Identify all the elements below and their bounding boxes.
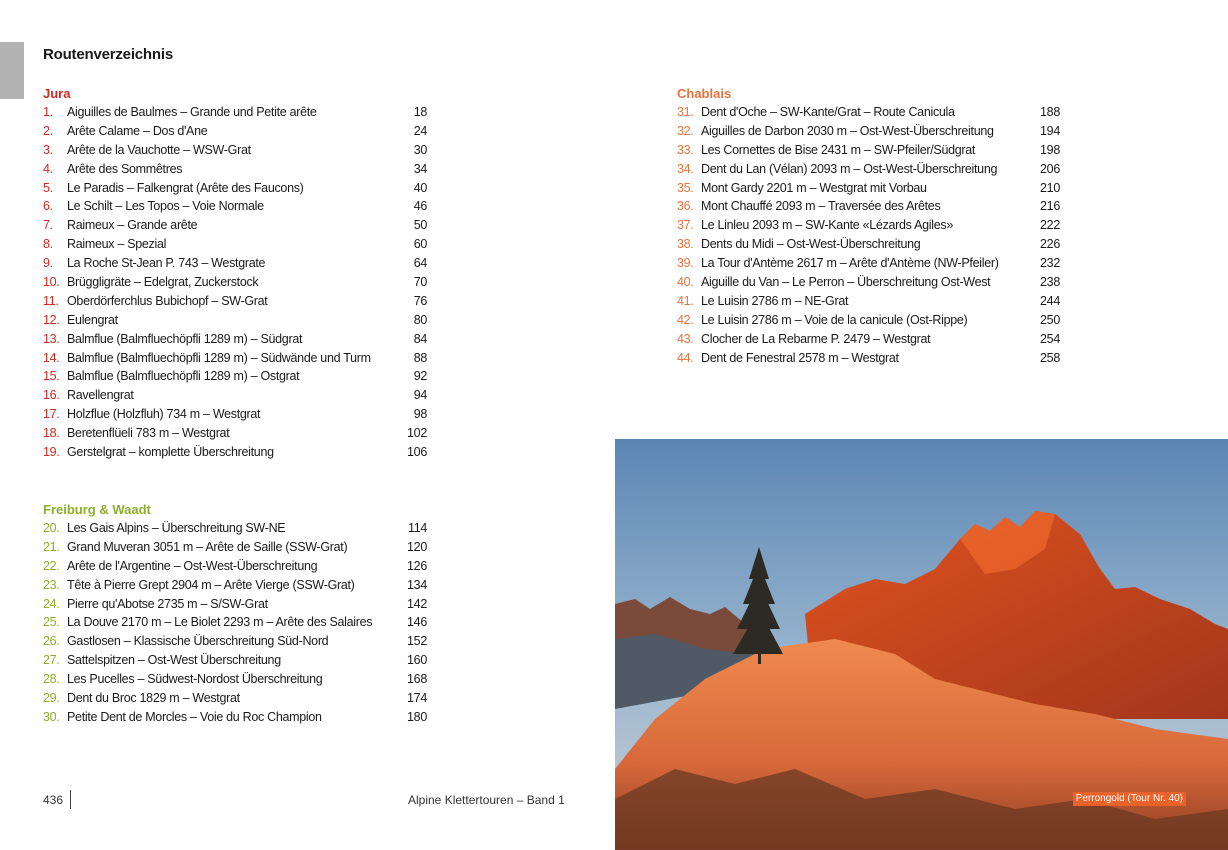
- route-name: La Douve 2170 m – Le Biolet 2293 m – Arête des Salaires: [67, 615, 373, 630]
- route-number: 19.: [43, 445, 60, 460]
- route-row: [43, 160, 427, 179]
- route-name: Arête de la Vauchotte – WSW-Grat: [67, 142, 251, 157]
- route-row: [43, 197, 427, 216]
- route-row: [43, 689, 427, 708]
- route-row: [43, 708, 427, 727]
- section-freiburg-waadt: [43, 500, 427, 727]
- route-name: Beretenflüeli 783 m – Westgrat: [67, 426, 230, 441]
- route-page-number: 46: [413, 199, 427, 214]
- route-number: 37.: [677, 218, 694, 233]
- route-name: Dent du Lan (Vélan) 2093 m – Ost-West-Überschreitung: [701, 161, 998, 176]
- route-name: Gastlosen – Klassische Überschreitung Süd-Nord: [67, 634, 329, 649]
- route-name: Raimeux – Spezial: [67, 237, 167, 252]
- route-page-number: 232: [1040, 256, 1060, 271]
- route-name: Grand Muveran 3051 m – Arête de Saille (SSW-Grat): [67, 539, 348, 554]
- route-page-number: 98: [413, 407, 427, 422]
- route-row: [43, 424, 427, 443]
- route-name: Gerstelgrat – komplette Überschreitung: [67, 445, 274, 460]
- route-number: 43.: [677, 331, 694, 346]
- route-page-number: 94: [413, 388, 427, 403]
- route-name: Arête Calame – Dos d'Ane: [67, 123, 208, 138]
- route-number: 14.: [43, 350, 60, 365]
- route-name: Le Linleu 2093 m – SW-Kante «Lézards Agiles»: [701, 218, 954, 233]
- route-row: [43, 179, 427, 198]
- route-number: 6.: [43, 199, 53, 214]
- route-row: [43, 311, 427, 330]
- route-name: Dent d'Oche – SW-Kante/Grat – Route Canicula: [701, 105, 955, 119]
- route-number: 16.: [43, 388, 60, 403]
- section-title: Freiburg & Waadt: [43, 502, 151, 517]
- route-row: [43, 632, 427, 651]
- route-page-number: 152: [407, 634, 427, 649]
- route-row: [43, 595, 427, 614]
- route-list: [43, 103, 427, 462]
- route-row: [43, 254, 427, 273]
- route-name: Les Gais Alpins – Überschreitung SW-NE: [67, 521, 286, 535]
- route-page-number: 194: [1040, 123, 1060, 138]
- route-row: [43, 349, 427, 368]
- route-row: [677, 103, 1060, 122]
- route-page-number: 84: [413, 331, 427, 346]
- route-name: Pierre qu'Abotse 2735 m – S/SW-Grat: [67, 596, 268, 611]
- page-title: Routenverzeichnis: [43, 46, 173, 63]
- route-row: [677, 349, 1060, 368]
- route-page-number: 244: [1040, 293, 1060, 308]
- route-row: [677, 292, 1060, 311]
- route-name: Dent de Fenestral 2578 m – Westgrat: [701, 350, 899, 365]
- route-row: [677, 311, 1060, 330]
- route-row: [43, 216, 427, 235]
- route-name: Le Luisin 2786 m – NE-Grat: [701, 293, 849, 308]
- route-row: [677, 216, 1060, 235]
- chapter-tab-marker: [0, 42, 24, 99]
- route-row: [677, 254, 1060, 273]
- route-row: [43, 330, 427, 349]
- route-row: [43, 443, 427, 462]
- route-page-number: 188: [1040, 105, 1060, 119]
- route-row: [677, 179, 1060, 198]
- book-title: Alpine Klettertouren – Band 1: [408, 793, 565, 807]
- route-row: [43, 576, 427, 595]
- route-name: Balmflue (Balmfluechöpfli 1289 m) – Südwände und Turm: [67, 350, 371, 365]
- route-row: [43, 367, 427, 386]
- route-row: [43, 273, 427, 292]
- route-name: Tête à Pierre Grept 2904 m – Arête Vierge (SSW-Grat): [67, 577, 355, 592]
- route-page-number: 18: [413, 105, 427, 119]
- route-number: 7.: [43, 218, 53, 233]
- section-title: Jura: [43, 86, 71, 101]
- route-list: [43, 519, 427, 727]
- route-number: 42.: [677, 312, 694, 327]
- route-number: 20.: [43, 521, 60, 535]
- route-page-number: 88: [413, 350, 427, 365]
- route-name: Sattelspitzen – Ost-West Überschreitung: [67, 653, 281, 668]
- route-page-number: 198: [1040, 142, 1060, 157]
- route-row: [43, 122, 427, 141]
- route-page-number: 160: [407, 653, 427, 668]
- route-number: 38.: [677, 237, 694, 252]
- route-page-number: 24: [413, 123, 427, 138]
- route-name: Ravellengrat: [67, 388, 134, 403]
- section-title: Chablais: [677, 86, 732, 101]
- route-name: Mont Gardy 2201 m – Westgrat mit Vorbau: [701, 180, 927, 195]
- route-page-number: 50: [413, 218, 427, 233]
- route-name: Balmflue (Balmfluechöpfli 1289 m) – Ostgrat: [67, 369, 300, 384]
- route-name: Le Paradis – Falkengrat (Arête des Faucons): [67, 180, 304, 195]
- sunset-mountain-illustration: [615, 439, 1228, 850]
- route-page-number: 206: [1040, 161, 1060, 176]
- route-number: 1.: [43, 105, 53, 119]
- route-number: 28.: [43, 672, 60, 687]
- route-row: [43, 557, 427, 576]
- route-number: 3.: [43, 142, 53, 157]
- route-name: Eulengrat: [67, 312, 118, 327]
- route-row: [43, 405, 427, 424]
- route-page-number: 120: [407, 539, 427, 554]
- route-name: Les Pucelles – Südwest-Nordost Überschreitung: [67, 672, 323, 687]
- route-name: Aiguilles de Baulmes – Grande und Petite arête: [67, 105, 317, 119]
- route-number: 22.: [43, 558, 60, 573]
- route-name: La Roche St-Jean P. 743 – Westgrate: [67, 256, 266, 271]
- route-row: [43, 141, 427, 160]
- route-name: Clocher de La Rebarme P. 2479 – Westgrat: [701, 331, 931, 346]
- route-page-number: 216: [1040, 199, 1060, 214]
- route-name: Holzflue (Holzfluh) 734 m – Westgrat: [67, 407, 261, 422]
- route-name: Aiguille du Van – Le Perron – Überschreitung Ost-West: [701, 275, 991, 290]
- route-number: 35.: [677, 180, 694, 195]
- photo-caption: Perrongold (Tour Nr. 40): [1073, 792, 1186, 806]
- route-name: Mont Chauffé 2093 m – Traversée des Arêtes: [701, 199, 941, 214]
- route-row: [677, 273, 1060, 292]
- route-number: 13.: [43, 331, 60, 346]
- route-row: [43, 538, 427, 557]
- route-page-number: 142: [407, 596, 427, 611]
- route-number: 18.: [43, 426, 60, 441]
- route-number: 17.: [43, 407, 60, 422]
- route-number: 4.: [43, 161, 53, 176]
- route-page-number: 258: [1040, 350, 1060, 365]
- route-row: [43, 670, 427, 689]
- route-page-number: 70: [413, 275, 427, 290]
- mountain-photo: [615, 439, 1228, 850]
- route-page-number: 40: [413, 180, 427, 195]
- route-number: 41.: [677, 293, 694, 308]
- route-number: 15.: [43, 369, 60, 384]
- route-page-number: 92: [413, 369, 427, 384]
- route-row: [677, 141, 1060, 160]
- route-number: 29.: [43, 691, 60, 706]
- route-name: Raimeux – Grande arête: [67, 218, 198, 233]
- route-page-number: 168: [407, 672, 427, 687]
- route-page-number: 250: [1040, 312, 1060, 327]
- route-name: Les Cornettes de Bise 2431 m – SW-Pfeiler/Südgrat: [701, 142, 976, 157]
- route-row: [43, 613, 427, 632]
- route-page-number: 102: [407, 426, 427, 441]
- route-page-number: 34: [413, 161, 427, 176]
- route-name: Petite Dent de Morcles – Voie du Roc Champion: [67, 709, 322, 724]
- route-name: Le Luisin 2786 m – Voie de la canicule (Ost-Rippe): [701, 312, 968, 327]
- route-row: [43, 235, 427, 254]
- route-number: 34.: [677, 161, 694, 176]
- route-page-number: 106: [407, 445, 427, 460]
- route-number: 33.: [677, 142, 694, 157]
- route-name: Dent du Broc 1829 m – Westgrat: [67, 691, 240, 706]
- route-name: La Tour d'Antème 2617 m – Arête d'Antème (NW-Pfeiler): [701, 256, 999, 271]
- route-page-number: 30: [413, 142, 427, 157]
- section-chablais: [677, 84, 1060, 367]
- route-number: 9.: [43, 256, 53, 271]
- route-name: Oberdörferchlus Bubichopf – SW-Grat: [67, 293, 268, 308]
- route-row: [43, 292, 427, 311]
- route-page-number: 64: [413, 256, 427, 271]
- route-number: 30.: [43, 709, 60, 724]
- route-row: [43, 651, 427, 670]
- route-page-number: 80: [413, 312, 427, 327]
- route-row: [677, 160, 1060, 179]
- route-number: 27.: [43, 653, 60, 668]
- route-list: [677, 103, 1060, 367]
- route-row: [43, 519, 427, 538]
- route-page-number: 226: [1040, 237, 1060, 252]
- route-page-number: 254: [1040, 331, 1060, 346]
- route-page-number: 222: [1040, 218, 1060, 233]
- route-name: Arête des Sommêtres: [67, 161, 183, 176]
- page-number: 436: [43, 793, 64, 807]
- route-row: [677, 197, 1060, 216]
- route-name: Aiguilles de Darbon 2030 m – Ost-West-Überschreitung: [701, 123, 994, 138]
- section-jura: [43, 84, 427, 462]
- route-number: 32.: [677, 123, 694, 138]
- route-page-number: 114: [407, 521, 427, 535]
- route-number: 5.: [43, 180, 53, 195]
- route-number: 11.: [43, 293, 59, 308]
- route-page-number: 238: [1040, 275, 1060, 290]
- route-number: 26.: [43, 634, 60, 649]
- route-name: Le Schilt – Les Topos – Voie Normale: [67, 199, 264, 214]
- route-page-number: 174: [407, 691, 427, 706]
- route-page-number: 126: [407, 558, 427, 573]
- route-page-number: 76: [413, 293, 427, 308]
- route-page-number: 210: [1040, 180, 1060, 195]
- route-row: [43, 386, 427, 405]
- route-number: 24.: [43, 596, 60, 611]
- route-number: 36.: [677, 199, 694, 214]
- route-page-number: 146: [407, 615, 427, 630]
- route-row: [677, 330, 1060, 349]
- route-name: Brüggligräte – Edelgrat, Zuckerstock: [67, 275, 259, 290]
- route-row: [43, 103, 427, 122]
- route-number: 31.: [677, 105, 694, 119]
- route-number: 21.: [43, 539, 60, 554]
- route-number: 39.: [677, 256, 694, 271]
- route-number: 40.: [677, 275, 694, 290]
- route-number: 8.: [43, 237, 53, 252]
- route-page-number: 180: [407, 709, 427, 724]
- route-name: Balmflue (Balmfluechöpfli 1289 m) – Südgrat: [67, 331, 303, 346]
- footer-divider: [70, 790, 71, 809]
- route-number: 2.: [43, 123, 53, 138]
- route-page-number: 134: [407, 577, 427, 592]
- route-number: 23.: [43, 577, 60, 592]
- route-row: [677, 122, 1060, 141]
- route-number: 10.: [43, 275, 60, 290]
- route-number: 44.: [677, 350, 694, 365]
- route-name: Arête de l'Argentine – Ost-West-Überschreitung: [67, 558, 318, 573]
- route-number: 25.: [43, 615, 60, 630]
- route-row: [677, 235, 1060, 254]
- route-number: 12.: [43, 312, 60, 327]
- route-name: Dents du Midi – Ost-West-Überschreitung: [701, 237, 921, 252]
- route-page-number: 60: [413, 237, 427, 252]
